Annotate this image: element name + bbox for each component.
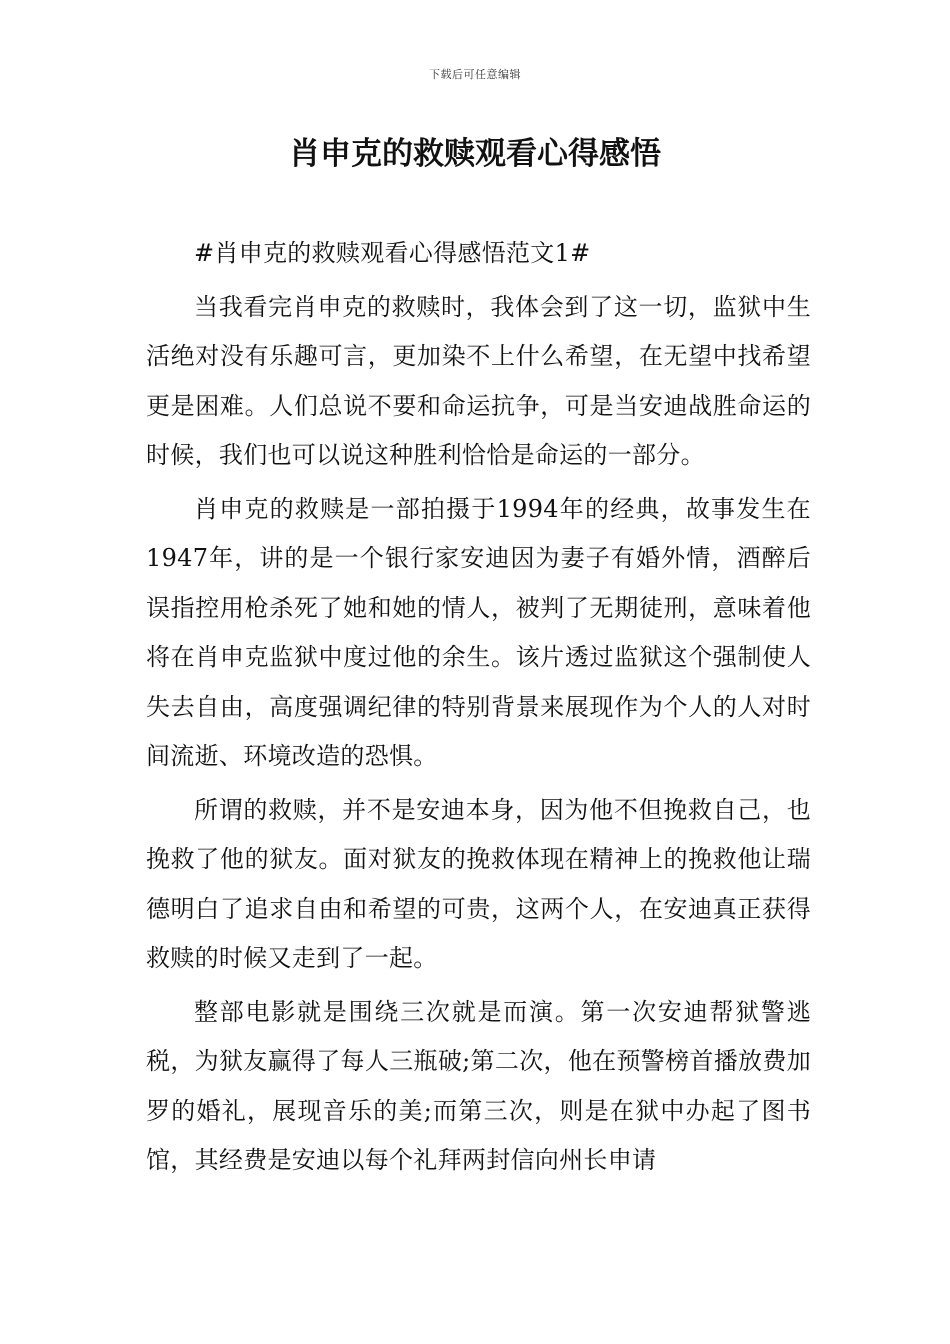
paragraph: 肖申克的救赎是一部拍摄于1994年的经典，故事发生在1947年，讲的是一个银行家安迪因为妻子有婚外情，酒醉后误指控用枪杀死了她和她的情人，被判了无期徒刑，意味着他将在肖申克监狱中度过他的余生。该片透过监狱这个强制使人失去自由，高度强调纪律的特别背景来展现作为个人的人对时间流逝、环境改造的恐惧。	[146, 494, 811, 770]
paragraph: 整部电影就是围绕三次就是而演。第一次安迪帮狱警逃税，为狱友赢得了每人三瓶破;第二次，他在预警榜首播放费加罗的婚礼，展现音乐的美;而第三次，则是在狱中办起了图书馆，其经费是安迪以每个礼拜两封信向州长申请	[146, 997, 811, 1174]
section-heading: #肖申克的救赎观看心得感悟范文1#	[194, 239, 591, 267]
paragraph: 所谓的救赎，并不是安迪本身，因为他不但挽救自己，也挽救了他的狱友。面对狱友的挽救体现在精神上的挽救他让瑞德明白了追求自由和希望的可贵，这两个人，在安迪真正获得救赎的时候又走到了一起。	[146, 795, 811, 972]
paragraph: 当我看完肖申克的救赎时，我体会到了这一切，监狱中生活绝对没有乐趣可言，更加染不上什么希望，在无望中找希望更是困难。人们总说不要和命运抗争，可是当安迪战胜命运的时候，我们也可以说这种胜利恰恰是命运的一部分。	[146, 292, 811, 469]
document-body	[146, 229, 811, 1186]
page-header-note: 下载后可任意编辑	[429, 68, 521, 81]
document-title: 肖申克的救赎观看心得感悟	[289, 136, 661, 172]
